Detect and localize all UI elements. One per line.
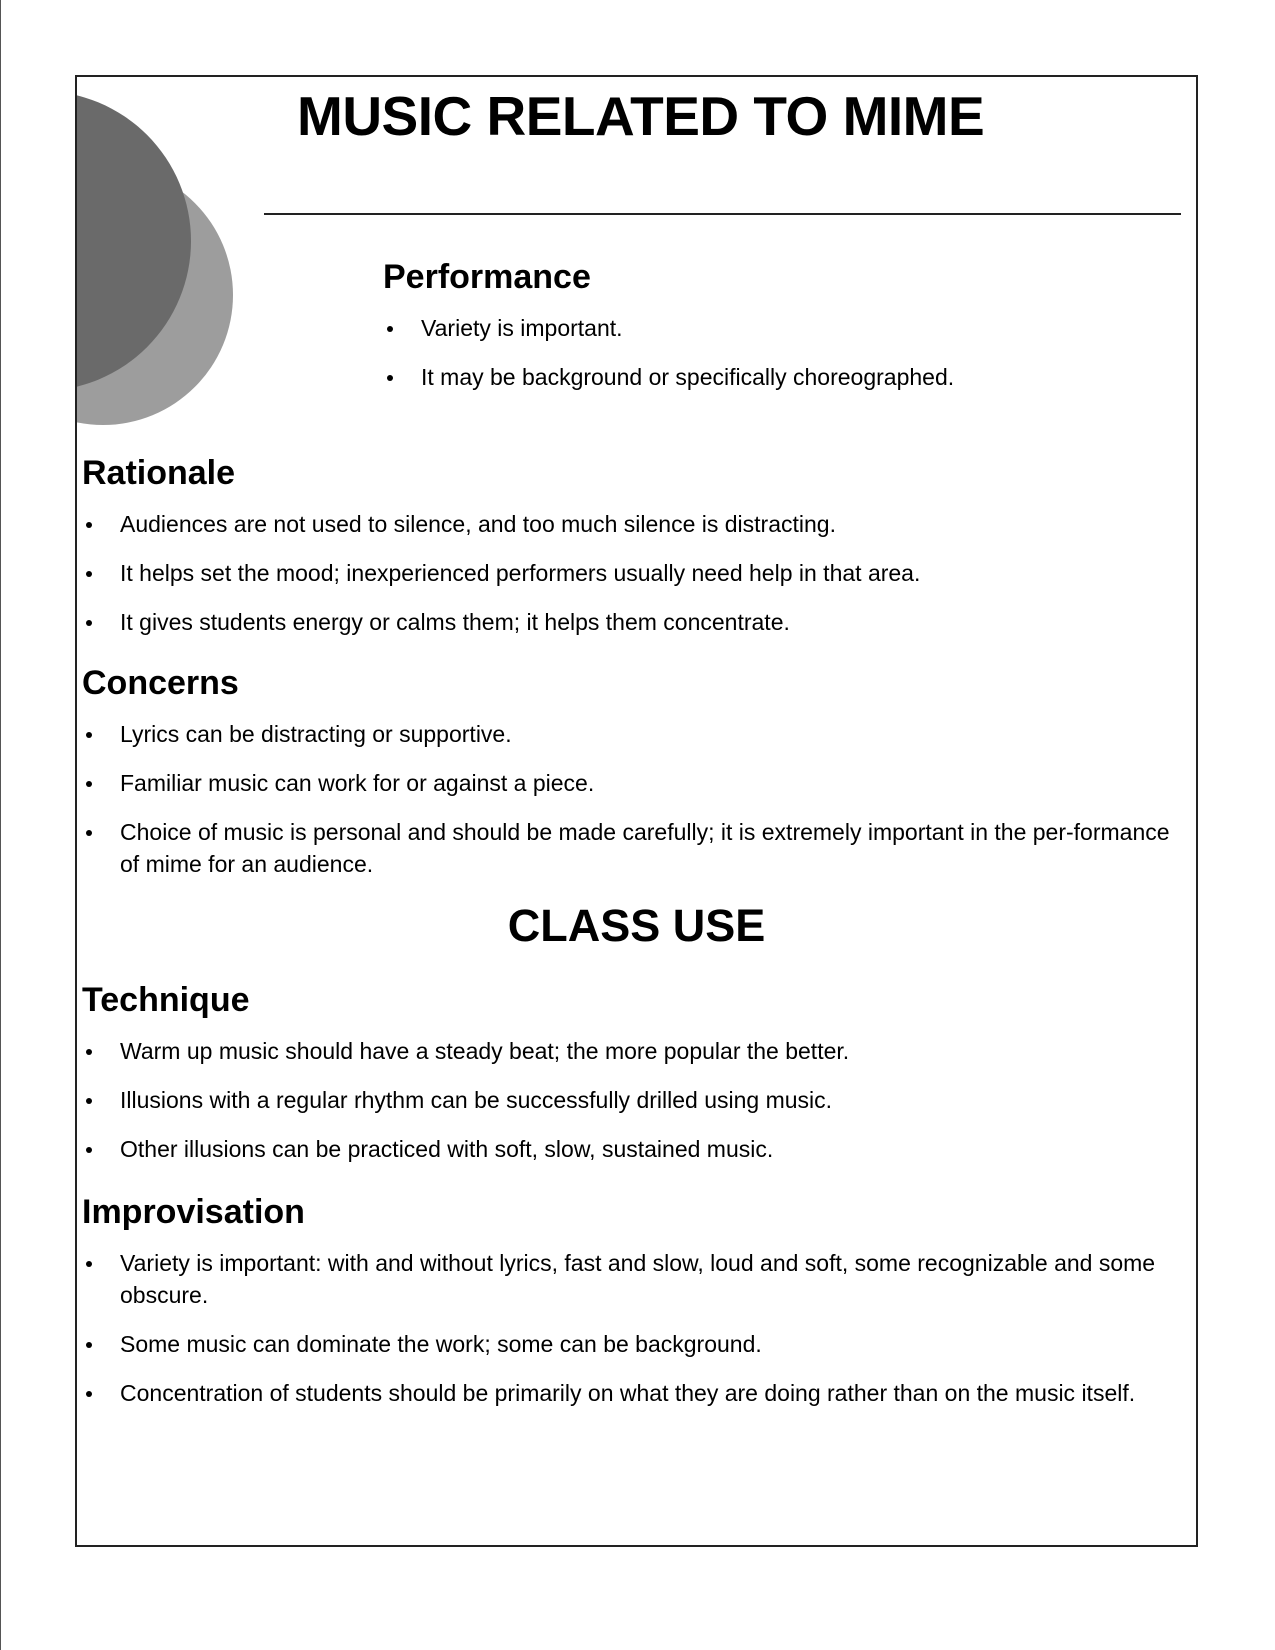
decorative-circles	[77, 77, 307, 477]
performance-list	[383, 312, 1163, 393]
page-title: MUSIC RELATED TO MIME	[297, 85, 985, 147]
list-item: Concentration of students should be primarily on what they are doing rather than on the music itself.	[82, 1377, 1182, 1409]
performance-section	[383, 257, 1163, 393]
list-item: It helps set the mood; inexperienced performers usually need help in that area.	[82, 557, 1182, 589]
technique-heading: Technique	[82, 981, 250, 1019]
rationale-list	[82, 508, 1182, 638]
list-item: It may be background or specifically choreographed.	[383, 361, 1163, 393]
performance-heading: Performance	[383, 258, 591, 296]
class-use-title: CLASS USE	[507, 900, 766, 951]
list-item: Other illusions can be practiced with soft, slow, sustained music.	[82, 1133, 1182, 1165]
rationale-heading: Rationale	[82, 454, 236, 492]
list-item: Some music can dominate the work; some can be background.	[82, 1328, 1182, 1360]
list-item: Audiences are not used to silence, and too much silence is distracting.	[82, 508, 1182, 540]
technique-list	[82, 1035, 1182, 1165]
list-item: Lyrics can be distracting or supportive.	[82, 718, 1182, 750]
improvisation-section	[82, 1192, 1182, 1409]
improvisation-list	[82, 1247, 1182, 1409]
page-frame	[75, 75, 1198, 1547]
list-item: Variety is important: with and without lyrics, fast and slow, loud and soft, some recognizable and some obscure.	[82, 1247, 1182, 1311]
list-item: Illusions with a regular rhythm can be successfully drilled using music.	[82, 1084, 1182, 1116]
page-edge-line	[0, 0, 1, 1650]
list-item: Familiar music can work for or against a piece.	[82, 767, 1182, 799]
list-item: Choice of music is personal and should be made carefully; it is extremely important in the per-formance of mime for an audience.	[82, 816, 1182, 880]
concerns-heading: Concerns	[82, 664, 239, 702]
list-item: It gives students energy or calms them; it helps them concentrate.	[82, 606, 1182, 638]
list-item: Warm up music should have a steady beat; the more popular the better.	[82, 1035, 1182, 1067]
concerns-section	[82, 663, 1182, 880]
title-divider	[264, 213, 1181, 215]
technique-section	[82, 980, 1182, 1165]
list-item: Variety is important.	[383, 312, 1163, 344]
improvisation-heading: Improvisation	[82, 1193, 305, 1231]
concerns-list	[82, 718, 1182, 880]
rationale-section	[82, 453, 1182, 638]
